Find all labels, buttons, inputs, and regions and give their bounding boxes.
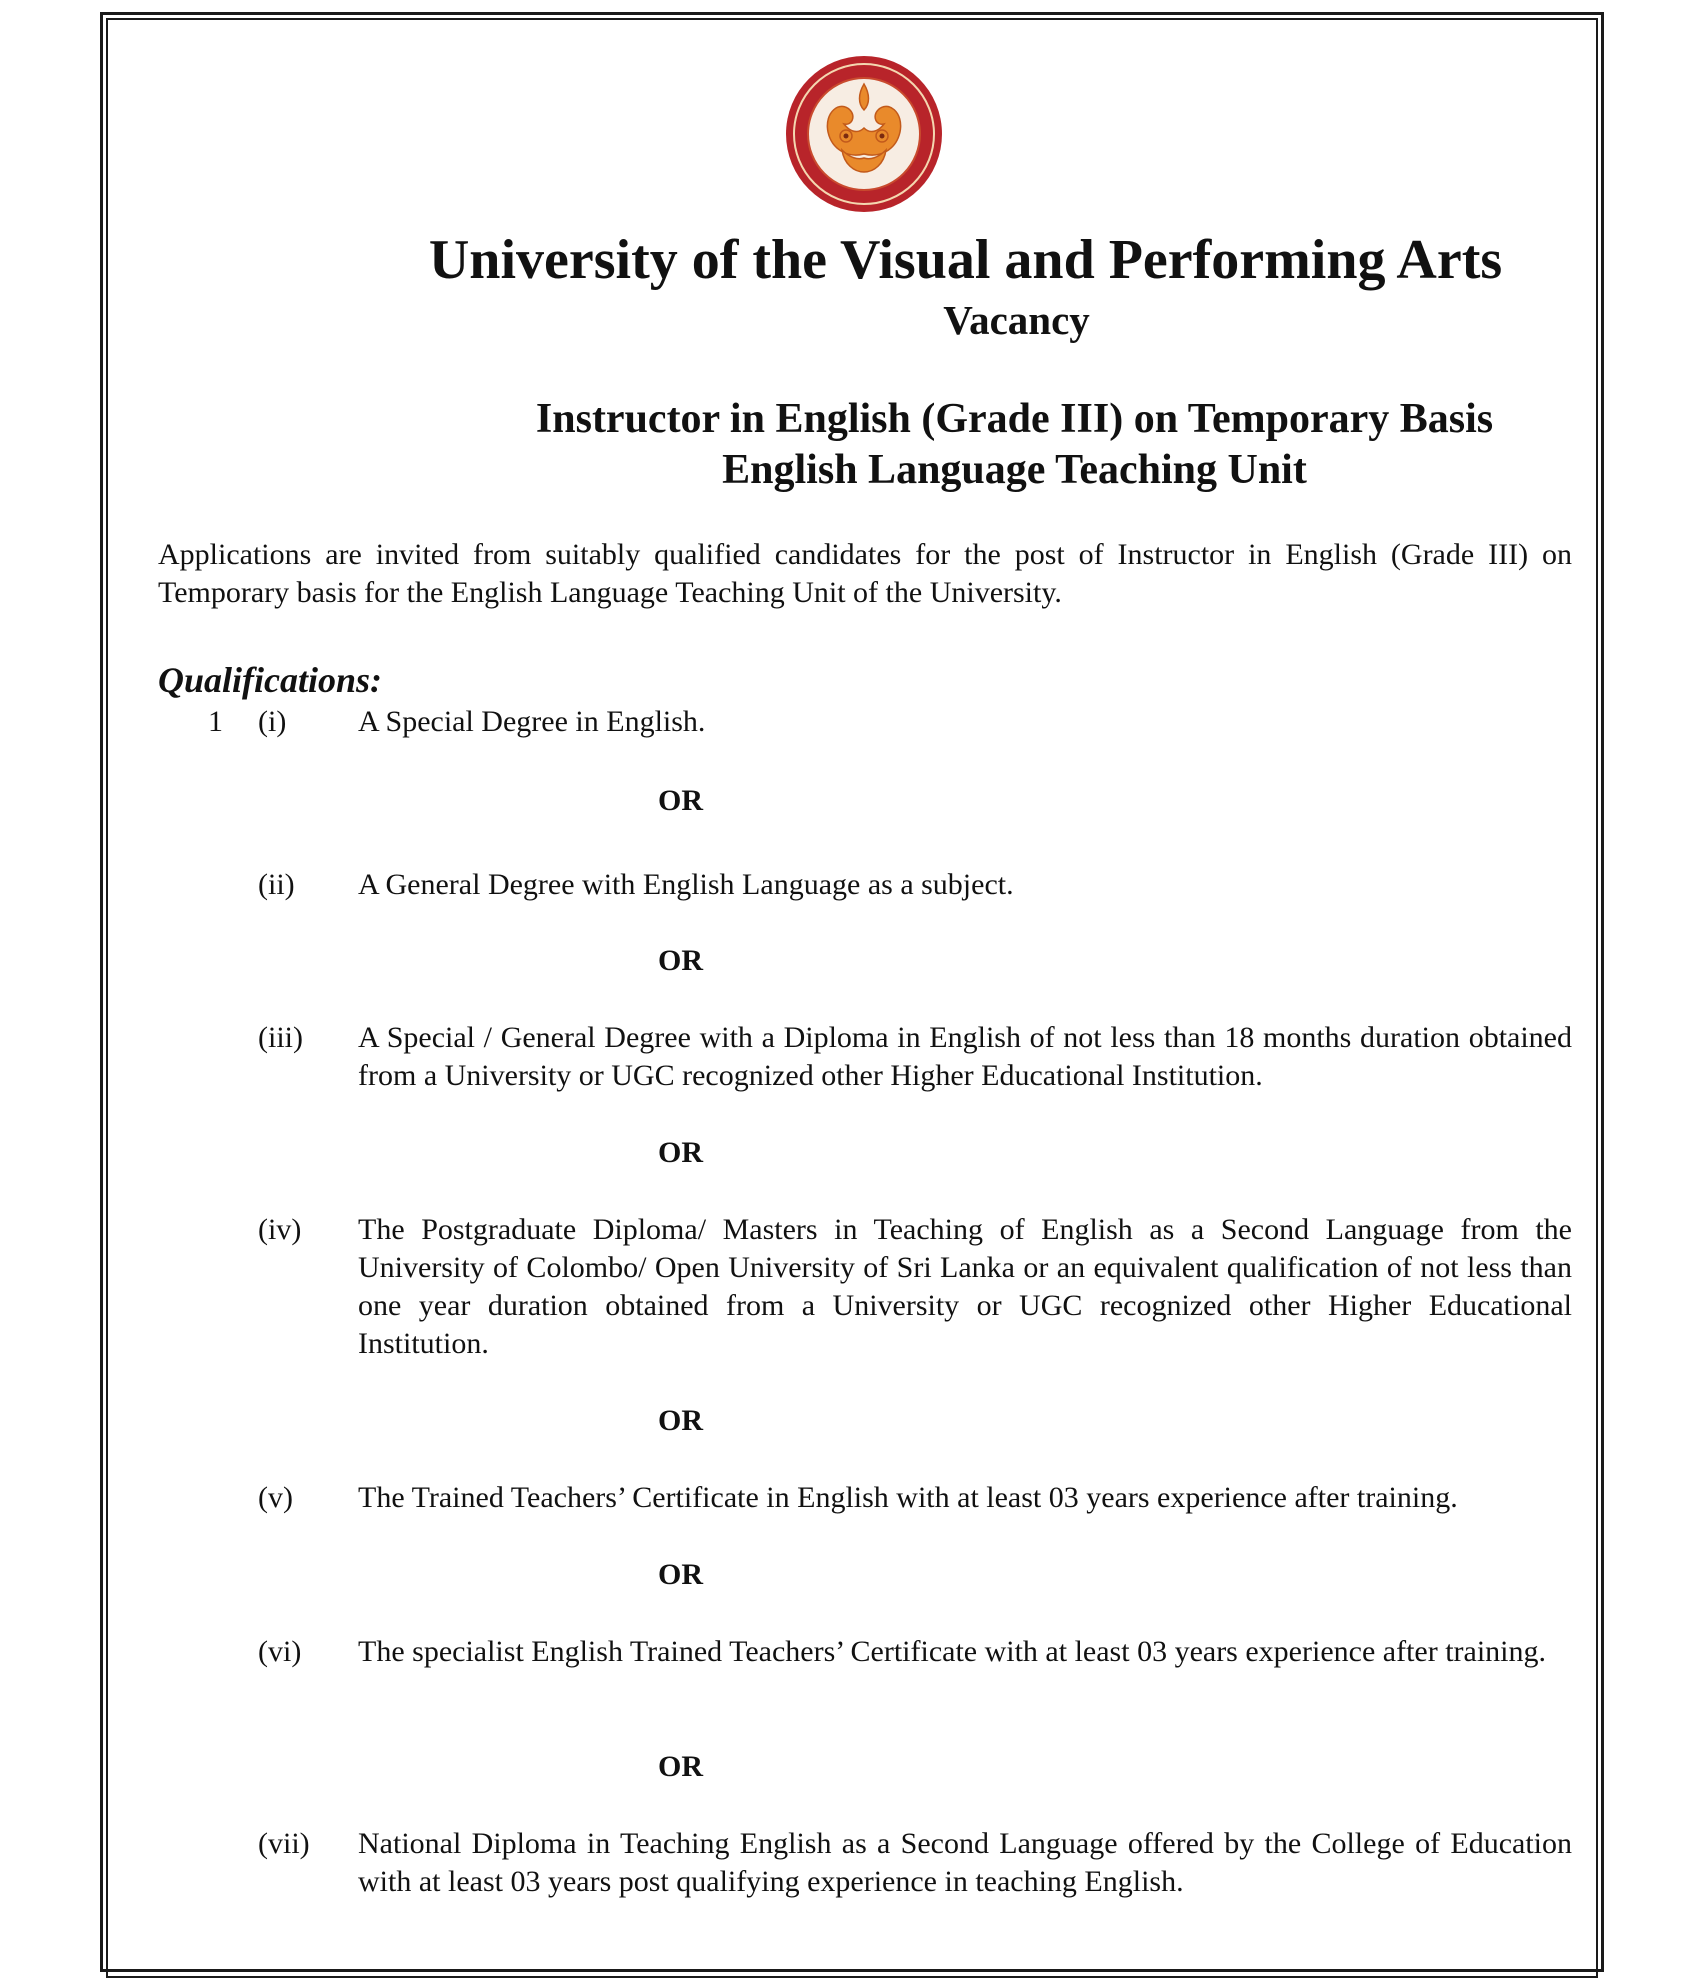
or-separator: OR bbox=[658, 784, 703, 817]
qualification-item: A Special / General Degree with a Diploma in English of not less than 18 months duration obtained from a University or UGC recognized other Higher Educational Institution. bbox=[358, 1021, 1572, 1092]
or-separator: OR bbox=[658, 1558, 703, 1591]
item-numeral: (vii) bbox=[258, 1827, 310, 1860]
qualification-item: National Diploma in Teaching English as a Second Language offered by the College of Education with at least 03 years post qualifying experience in teaching English. bbox=[358, 1827, 1572, 1898]
item-numeral: (vi) bbox=[258, 1635, 302, 1668]
or-separator: OR bbox=[658, 1136, 703, 1169]
qualification-item: A Special Degree in English. bbox=[358, 705, 706, 738]
or-separator: OR bbox=[658, 1750, 703, 1783]
or-separator: OR bbox=[658, 944, 703, 977]
post-title: Instructor in English (Grade III) on Temporary Basis bbox=[535, 396, 1494, 442]
qualifications-heading: Qualifications: bbox=[158, 660, 383, 700]
item-numeral: (v) bbox=[258, 1481, 293, 1514]
item-numeral: (ii) bbox=[258, 868, 295, 901]
qualification-item: A General Degree with English Language as a subject. bbox=[358, 868, 1014, 901]
or-separator: OR bbox=[658, 1404, 703, 1437]
intro-paragraph: Applications are invited from suitably qualified candidates for the post of Instructor in English (Grade III) on Temporary basis for the English Language Teaching Unit of the University. bbox=[158, 538, 1572, 609]
item-numeral: (iv) bbox=[258, 1213, 302, 1246]
qualification-item: The Postgraduate Diploma/ Masters in Teaching of English as a Second Language from the University of Colombo/ Open University of Sri Lanka or an equivalent qualification of not less than one year duration obtained from a University or UGC recognized other Higher Educational Institution. bbox=[358, 1213, 1572, 1360]
qualification-number: 1 bbox=[208, 705, 223, 738]
unit-title: English Language Teaching Unit bbox=[722, 447, 1307, 493]
qualification-item: The Trained Teachers’ Certificate in English with at least 03 years experience after training. bbox=[358, 1481, 1458, 1514]
item-numeral: (i) bbox=[258, 705, 287, 738]
university-seal-icon bbox=[784, 54, 944, 214]
qualification-item: The specialist English Trained Teachers’ Certificate with at least 03 years experience after training. bbox=[358, 1635, 1547, 1668]
item-numeral: (iii) bbox=[258, 1021, 303, 1054]
vacancy-heading: Vacancy bbox=[943, 297, 1090, 343]
university-name: University of the Visual and Performing Arts bbox=[428, 229, 1503, 291]
